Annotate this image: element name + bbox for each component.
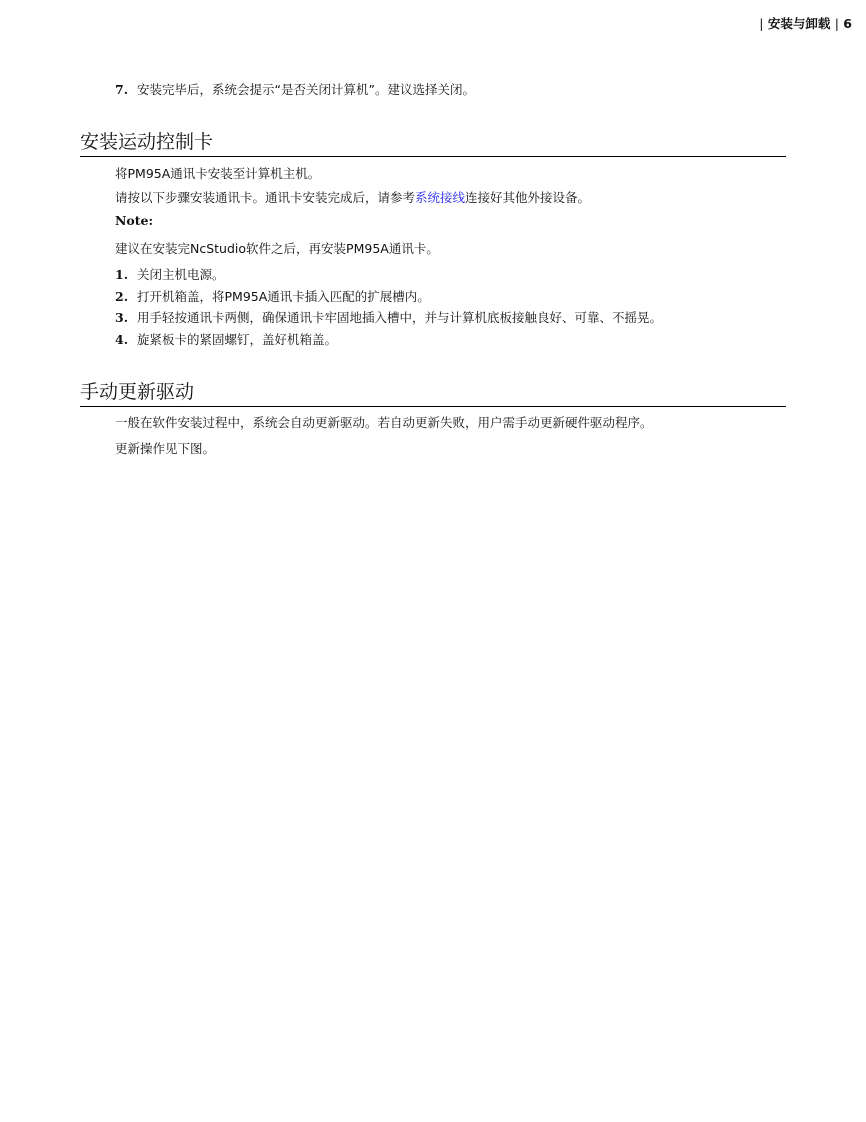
page-header [759, 14, 852, 32]
install-step-2 [115, 287, 430, 305]
header-separator: | [759, 16, 764, 31]
install-step-3 [115, 308, 662, 326]
step-text: 打开机箱盖，将PM95A通讯卡插入匹配的扩展槽内。 [137, 289, 430, 304]
note-label: Note: [115, 213, 154, 228]
step-number: 7. [115, 82, 129, 97]
step-text: 用手轻按通讯卡两侧，确保通讯卡牢固地插入槽中，并与计算机底板接触良好、可靠、不摇晃。 [137, 310, 663, 325]
header-separator: | [834, 16, 839, 31]
step-text: 关闭主机电源。 [137, 267, 225, 282]
section-heading-manual-driver-update: 手动更新驱动 [80, 377, 786, 407]
note-text: 建议在安装完NcStudio软件之后，再安装PM95A通讯卡。 [115, 241, 439, 256]
step-number: 3. [115, 310, 129, 325]
paragraph: 一般在软件安装过程中，系统会自动更新驱动。若自动更新失败，用户需手动更新硬件驱动程序。 [115, 415, 653, 430]
step-number: 4. [115, 332, 129, 347]
step-text: 安装完毕后，系统会提示“是否关闭计算机”。建议选择关闭。 [137, 82, 475, 97]
paragraph-text: 请按以下步骤安装通讯卡。通讯卡安装完成后，请参考 [115, 190, 416, 205]
paragraph: 将PM95A通讯卡安装至计算机主机。 [115, 166, 321, 181]
step-number: 1. [115, 267, 129, 282]
page-number: 6 [843, 16, 852, 31]
header-section-title: 安装与卸载 [767, 16, 831, 31]
install-step-1 [115, 265, 225, 283]
paragraph-with-link [115, 188, 590, 206]
system-wiring-link[interactable]: 系统接线 [415, 190, 466, 205]
install-step-4 [115, 330, 337, 348]
paragraph-text: 连接好其他外接设备。 [465, 190, 591, 205]
intro-step-7 [115, 80, 475, 98]
paragraph: 更新操作见下图。 [115, 441, 216, 456]
section-heading-install-card: 安装运动控制卡 [80, 127, 786, 157]
step-number: 2. [115, 289, 129, 304]
step-text: 旋紧板卡的紧固螺钉，盖好机箱盖。 [137, 332, 338, 347]
